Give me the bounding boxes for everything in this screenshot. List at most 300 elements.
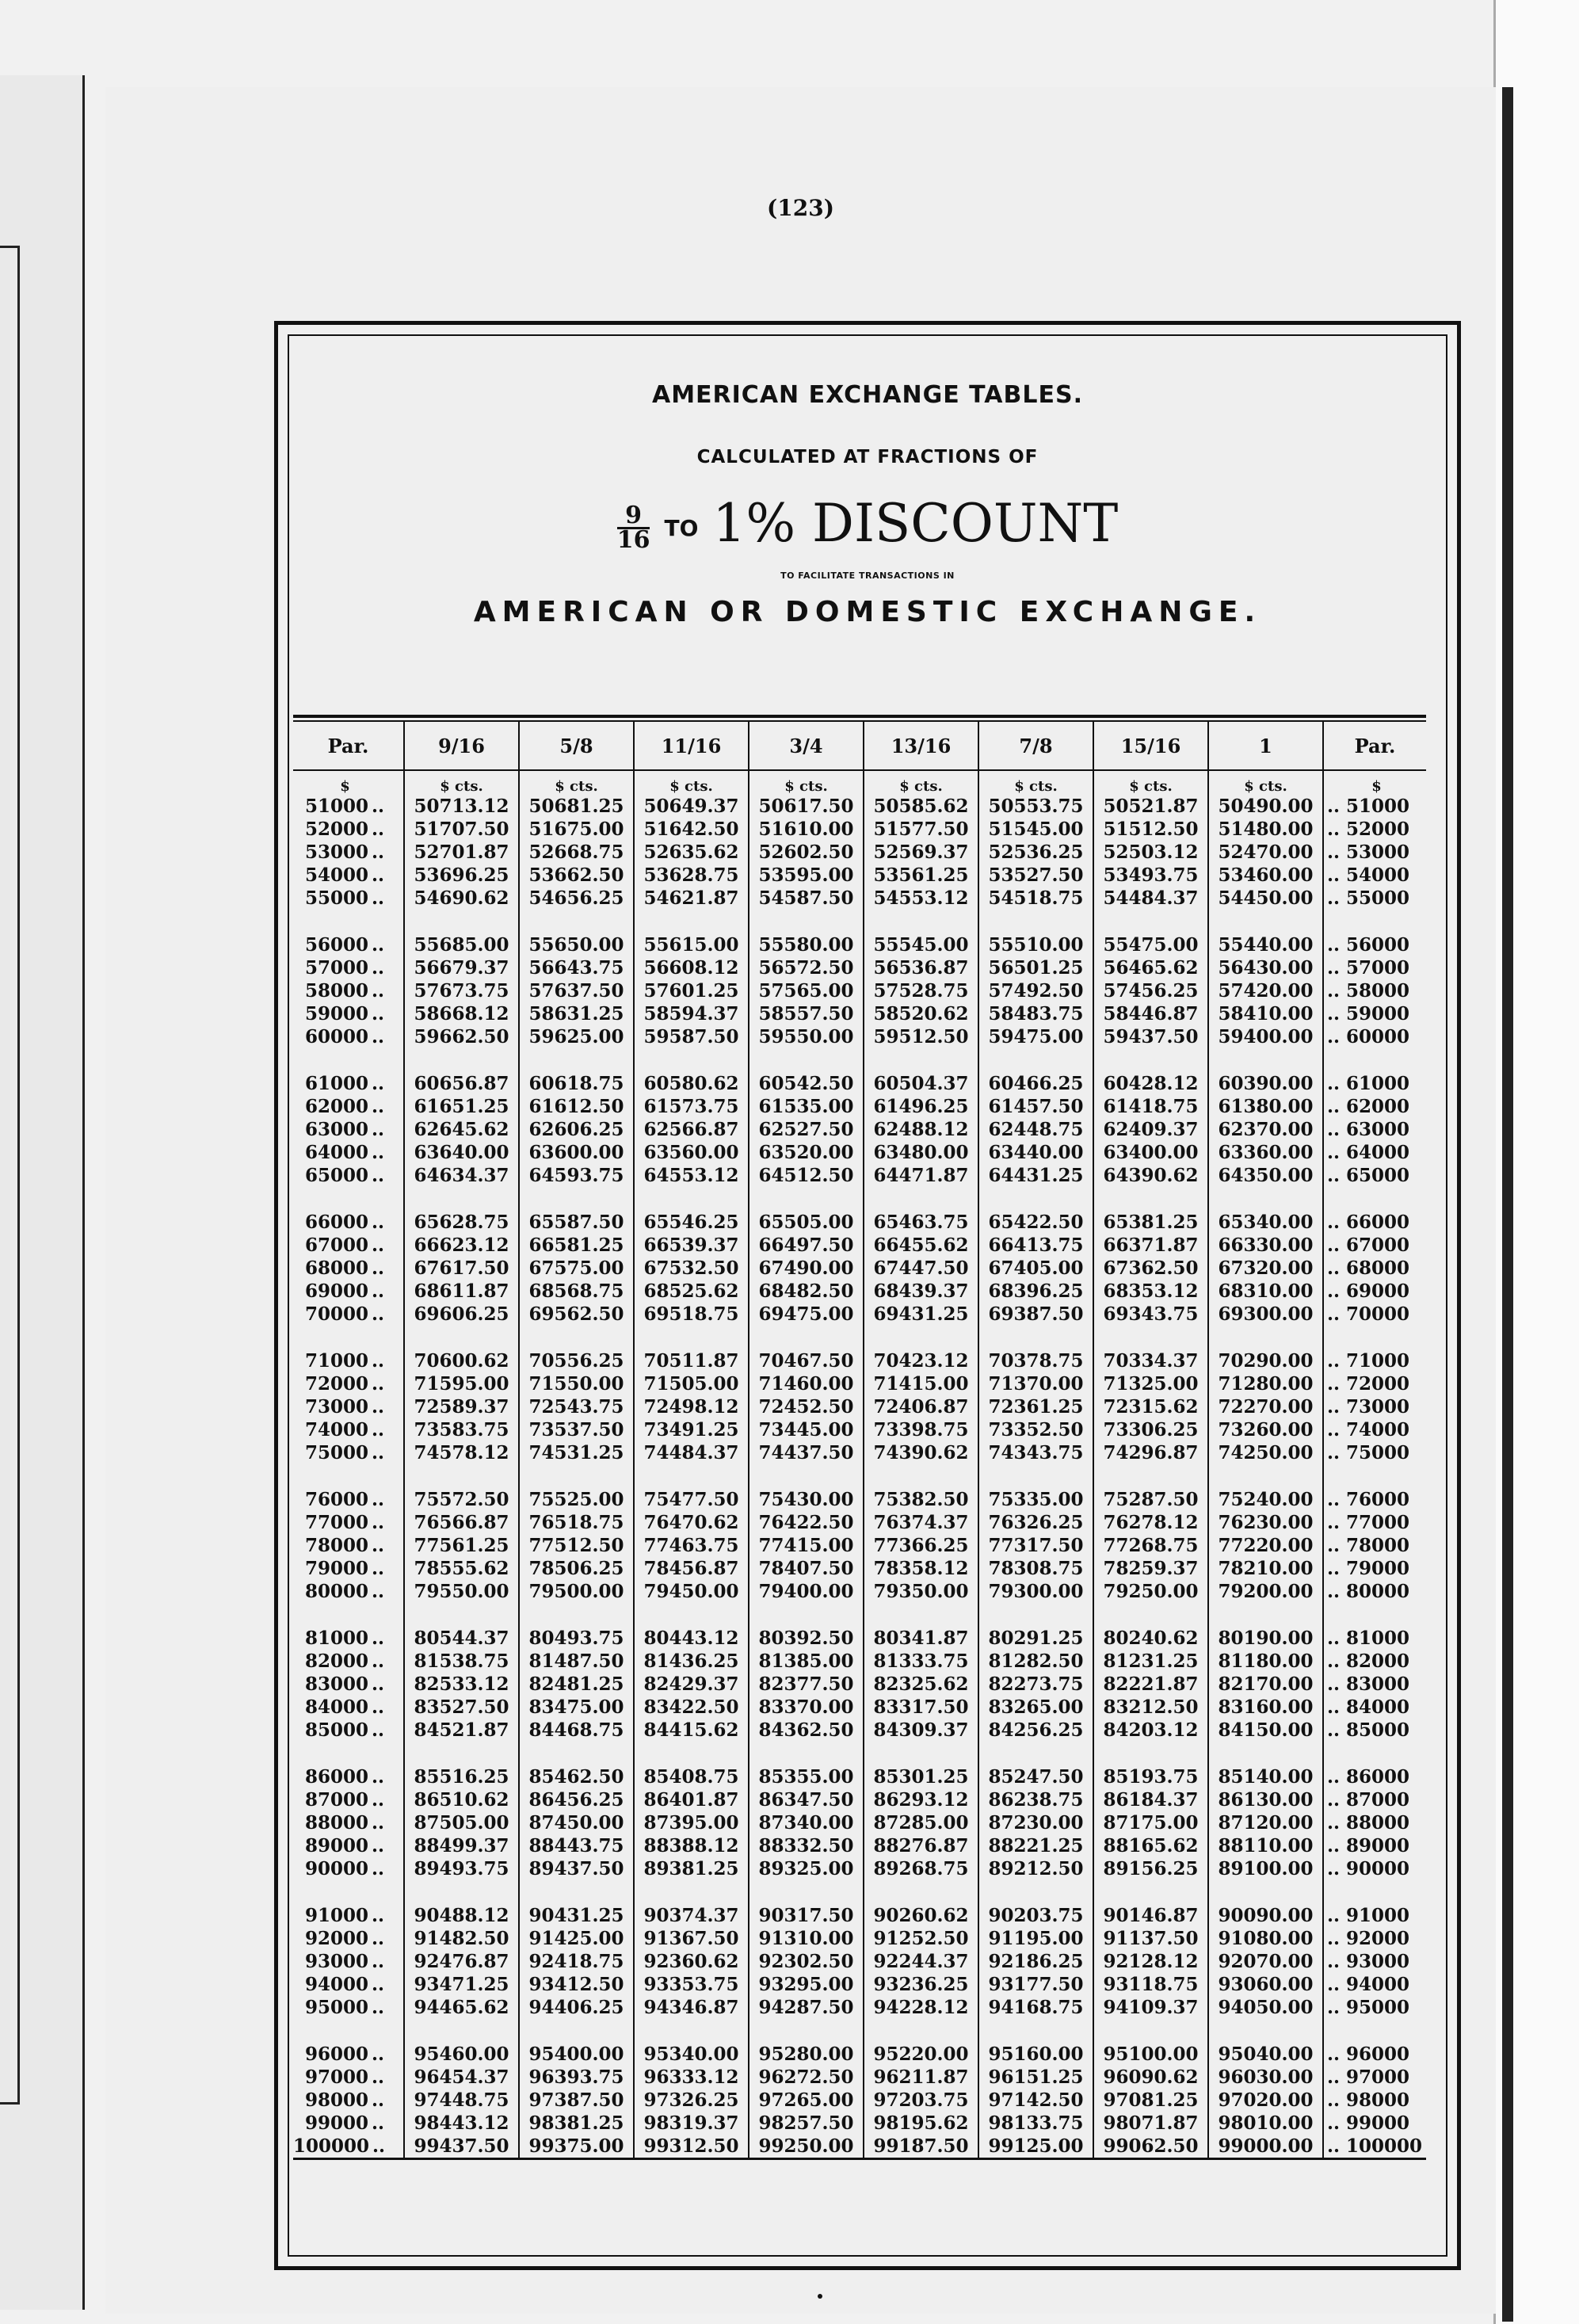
- amount-cell: 91482.50: [404, 1927, 519, 1950]
- amount-cell: 85140.00: [1208, 1765, 1323, 1788]
- par-value: 86000: [1346, 1766, 1410, 1788]
- amount-cell: 67575.00: [519, 1257, 634, 1280]
- amount-cell: 85516.25: [404, 1765, 519, 1788]
- amount-cell: 97020.00: [1208, 2089, 1323, 2112]
- leader-dots: ..: [1327, 1974, 1347, 1995]
- par-cell-right: [1323, 1164, 1426, 1187]
- par-value: 57000: [304, 957, 368, 979]
- amount-cell: 93236.25: [864, 1973, 978, 1996]
- amount-cell: 63480.00: [864, 1141, 978, 1164]
- par-value: 76000: [304, 1489, 368, 1510]
- par-value: 67000: [304, 1235, 368, 1256]
- leader-dots: ..: [372, 1997, 385, 2018]
- amount-cell: 78506.25: [519, 1557, 634, 1580]
- amount-cell: 81538.75: [404, 1650, 519, 1673]
- amount-cell: 50617.50: [749, 795, 864, 818]
- previous-page-edge: [0, 75, 85, 2310]
- amount-cell: 52470.00: [1208, 841, 1323, 864]
- amount-cell: 86510.62: [404, 1788, 519, 1811]
- amount-cell: 60542.50: [749, 1072, 864, 1095]
- amount-cell: 74531.25: [519, 1441, 634, 1464]
- group-spacer: [293, 910, 1426, 933]
- amount-cell: 65422.50: [978, 1211, 1093, 1234]
- par-value: 89000: [304, 1835, 368, 1857]
- amount-cell: 88443.75: [519, 1834, 634, 1857]
- amount-cell: 51480.00: [1208, 818, 1323, 841]
- amount-cell: 78259.37: [1093, 1557, 1208, 1580]
- fraction-denominator: 16: [616, 525, 650, 554]
- amount-cell: 75335.00: [978, 1488, 1093, 1511]
- table-row: [293, 979, 1426, 1002]
- group-spacer: [293, 1187, 1426, 1211]
- leader-dots: ..: [372, 1257, 385, 1279]
- column-header: Par.: [1323, 722, 1426, 770]
- amount-cell: 57601.25: [634, 979, 749, 1002]
- leader-dots: ..: [372, 887, 385, 909]
- leader-dots: ..: [372, 1512, 385, 1533]
- amount-cell: 66413.75: [978, 1234, 1093, 1257]
- leader-dots: ..: [1327, 1673, 1347, 1695]
- leader-dots: ..: [1327, 1235, 1347, 1256]
- amount-cell: 64593.75: [519, 1164, 634, 1187]
- amount-cell: 85355.00: [749, 1765, 864, 1788]
- amount-cell: 73352.50: [978, 1418, 1093, 1441]
- amount-cell: 73445.00: [749, 1418, 864, 1441]
- amount-cell: 55510.00: [978, 933, 1093, 956]
- par-value: 73000: [1346, 1396, 1410, 1418]
- leader-dots: ..: [1327, 1558, 1347, 1579]
- leader-dots: ..: [1327, 1489, 1347, 1510]
- amount-cell: 96454.37: [404, 2066, 519, 2089]
- amount-cell: 58410.00: [1208, 1002, 1323, 1025]
- par-value: 99000: [1346, 2112, 1410, 2134]
- amount-cell: 65546.25: [634, 1211, 749, 1234]
- amount-cell: 60656.87: [404, 1072, 519, 1095]
- table-row: [293, 1372, 1426, 1395]
- amount-cell: 56608.12: [634, 956, 749, 979]
- amount-cell: 92070.00: [1208, 1950, 1323, 1973]
- par-value: 55000: [1346, 887, 1410, 909]
- amount-cell: 53493.75: [1093, 864, 1208, 887]
- amount-cell: 70556.25: [519, 1349, 634, 1372]
- par-cell: [293, 841, 404, 864]
- leader-dots: ..: [1327, 2112, 1347, 2134]
- amount-cell: 52701.87: [404, 841, 519, 864]
- leader-dots: ..: [1327, 1257, 1347, 1279]
- par-value: 59000: [304, 1003, 368, 1025]
- par-value: 61000: [304, 1073, 368, 1094]
- amount-cell: 54656.25: [519, 887, 634, 910]
- par-value: 97000: [1346, 2066, 1410, 2088]
- par-value: 100000: [1346, 2135, 1423, 2157]
- amount-cell: 59400.00: [1208, 1025, 1323, 1048]
- amount-cell: 62645.62: [404, 1118, 519, 1141]
- amount-cell: 53662.50: [519, 864, 634, 887]
- par-cell: [293, 1627, 404, 1650]
- par-value: 85000: [304, 1719, 368, 1741]
- par-cell: [293, 1257, 404, 1280]
- par-cell: [293, 1811, 404, 1834]
- column-header: 15/16: [1093, 722, 1208, 770]
- amount-cell: 74390.62: [864, 1441, 978, 1464]
- amount-cell: 65381.25: [1093, 1211, 1208, 1234]
- leader-dots: ..: [1327, 1280, 1347, 1302]
- amount-cell: 72315.62: [1093, 1395, 1208, 1418]
- leader-dots: ..: [372, 1212, 385, 1233]
- amount-cell: 71550.00: [519, 1372, 634, 1395]
- amount-cell: 88276.87: [864, 1834, 978, 1857]
- leader-dots: ..: [1327, 841, 1347, 863]
- amount-cell: 71370.00: [978, 1372, 1093, 1395]
- table-row: [293, 1303, 1426, 1326]
- amount-cell: 71415.00: [864, 1372, 978, 1395]
- par-cell: [293, 1095, 404, 1118]
- unit-cell: $ cts.: [864, 770, 978, 795]
- par-value: 76000: [1346, 1489, 1410, 1510]
- amount-cell: 90146.87: [1093, 1904, 1208, 1927]
- amount-cell: 97142.50: [978, 2089, 1093, 2112]
- amount-cell: 77366.25: [864, 1534, 978, 1557]
- amount-cell: 95340.00: [634, 2043, 749, 2066]
- amount-cell: 89268.75: [864, 1857, 978, 1880]
- amount-cell: 87340.00: [749, 1811, 864, 1834]
- amount-cell: 68396.25: [978, 1280, 1093, 1303]
- amount-cell: 78210.00: [1208, 1557, 1323, 1580]
- amount-cell: 65505.00: [749, 1211, 864, 1234]
- par-value: 84000: [1346, 1696, 1410, 1718]
- table-row: [293, 1719, 1426, 1742]
- amount-cell: 94465.62: [404, 1996, 519, 2019]
- par-cell: [293, 1857, 404, 1880]
- par-cell: [293, 1488, 404, 1511]
- amount-cell: 67405.00: [978, 1257, 1093, 1280]
- amount-cell: 95160.00: [978, 2043, 1093, 2066]
- discount-label: 1% DISCOUNT: [712, 493, 1119, 554]
- amount-cell: 93471.25: [404, 1973, 519, 1996]
- par-value: 88000: [1346, 1812, 1410, 1834]
- par-value: 81000: [304, 1628, 368, 1649]
- amount-cell: 88165.62: [1093, 1834, 1208, 1857]
- leader-dots: ..: [1327, 1096, 1347, 1117]
- amount-cell: 76470.62: [634, 1511, 749, 1534]
- leader-dots: ..: [1327, 1142, 1347, 1163]
- amount-cell: 98257.50: [749, 2112, 864, 2135]
- amount-cell: 88499.37: [404, 1834, 519, 1857]
- amount-cell: 80443.12: [634, 1627, 749, 1650]
- units-row: [293, 770, 1426, 795]
- par-cell-right: [1323, 1141, 1426, 1164]
- amount-cell: 57528.75: [864, 979, 978, 1002]
- amount-cell: 54484.37: [1093, 887, 1208, 910]
- amount-cell: 84150.00: [1208, 1719, 1323, 1742]
- par-cell: [293, 1234, 404, 1257]
- leader-dots: ..: [1327, 1026, 1347, 1048]
- amount-cell: 74437.50: [749, 1441, 864, 1464]
- amount-cell: 50553.75: [978, 795, 1093, 818]
- amount-cell: 74484.37: [634, 1441, 749, 1464]
- par-value: 87000: [1346, 1789, 1410, 1811]
- par-cell-right: [1323, 1627, 1426, 1650]
- table-row: [293, 1072, 1426, 1095]
- amount-cell: 75240.00: [1208, 1488, 1323, 1511]
- amount-cell: 68482.50: [749, 1280, 864, 1303]
- amount-cell: 57456.25: [1093, 979, 1208, 1002]
- par-cell-right: [1323, 1349, 1426, 1372]
- amount-cell: 94109.37: [1093, 1996, 1208, 2019]
- amount-cell: 52668.75: [519, 841, 634, 864]
- par-cell-right: [1323, 1118, 1426, 1141]
- par-value: 55000: [304, 887, 368, 909]
- leader-dots: ..: [372, 1280, 385, 1302]
- amount-cell: 56501.25: [978, 956, 1093, 979]
- leader-dots: ..: [372, 2135, 386, 2157]
- leader-dots: ..: [1327, 1073, 1347, 1094]
- amount-cell: 84203.12: [1093, 1719, 1208, 1742]
- par-cell: [293, 1280, 404, 1303]
- par-cell-right: [1323, 1211, 1426, 1234]
- amount-cell: 71460.00: [749, 1372, 864, 1395]
- leader-dots: ..: [372, 1951, 385, 1972]
- leader-dots: ..: [1327, 1003, 1347, 1025]
- page-number: (123): [767, 195, 834, 221]
- amount-cell: 92244.37: [864, 1950, 978, 1973]
- amount-cell: 94050.00: [1208, 1996, 1323, 2019]
- table-row: [293, 1557, 1426, 1580]
- amount-cell: 82429.37: [634, 1673, 749, 1696]
- par-value: 86000: [304, 1766, 368, 1788]
- unit-cell: $: [1323, 770, 1426, 795]
- amount-cell: 96272.50: [749, 2066, 864, 2089]
- amount-cell: 91367.50: [634, 1927, 749, 1950]
- table-row: [293, 1118, 1426, 1141]
- table-row: [293, 1534, 1426, 1557]
- amount-cell: 73398.75: [864, 1418, 978, 1441]
- table-row: [293, 1234, 1426, 1257]
- amount-cell: 98071.87: [1093, 2112, 1208, 2135]
- par-value: 54000: [304, 864, 368, 886]
- amount-cell: 67490.00: [749, 1257, 864, 1280]
- table-header-row: [293, 722, 1426, 770]
- leader-dots: ..: [1327, 1442, 1347, 1463]
- amount-cell: 88221.25: [978, 1834, 1093, 1857]
- leader-dots: ..: [372, 1558, 385, 1579]
- amount-cell: 95220.00: [864, 2043, 978, 2066]
- amount-cell: 84468.75: [519, 1719, 634, 1742]
- amount-cell: 94228.12: [864, 1996, 978, 2019]
- table-row: [293, 2112, 1426, 2135]
- table-row: [293, 1211, 1426, 1234]
- amount-cell: 61496.25: [864, 1095, 978, 1118]
- amount-cell: 86456.25: [519, 1788, 634, 1811]
- par-cell: [293, 2043, 404, 2066]
- par-cell: [293, 864, 404, 887]
- par-value: 62000: [304, 1096, 368, 1117]
- amount-cell: 99062.50: [1093, 2135, 1208, 2158]
- par-cell: [293, 1164, 404, 1187]
- leader-dots: ..: [1327, 1858, 1347, 1879]
- amount-cell: 90260.62: [864, 1904, 978, 1927]
- unit-cell: $ cts.: [978, 770, 1093, 795]
- table-row: [293, 1441, 1426, 1464]
- amount-cell: 95280.00: [749, 2043, 864, 2066]
- par-cell: [293, 1765, 404, 1788]
- par-cell-right: [1323, 1095, 1426, 1118]
- amount-cell: 81231.25: [1093, 1650, 1208, 1673]
- amount-cell: 70600.62: [404, 1349, 519, 1372]
- par-value: 91000: [304, 1905, 368, 1926]
- leader-dots: ..: [1327, 934, 1347, 956]
- column-header: 9/16: [404, 722, 519, 770]
- amount-cell: 79350.00: [864, 1580, 978, 1603]
- column-header: Par.: [293, 722, 404, 770]
- amount-cell: 76230.00: [1208, 1511, 1323, 1534]
- amount-cell: 85408.75: [634, 1765, 749, 1788]
- amount-cell: 99312.50: [634, 2135, 749, 2158]
- discount-heading: [289, 493, 1446, 554]
- leader-dots: ..: [372, 1235, 385, 1256]
- leader-dots: ..: [372, 1535, 385, 1556]
- leader-dots: ..: [372, 1350, 385, 1372]
- amount-cell: 82170.00: [1208, 1673, 1323, 1696]
- par-cell: [293, 1996, 404, 2019]
- leader-dots: ..: [372, 1789, 385, 1811]
- par-value: 82000: [304, 1650, 368, 1672]
- leader-dots: ..: [372, 1581, 385, 1602]
- amount-cell: 79450.00: [634, 1580, 749, 1603]
- par-value: 75000: [304, 1442, 368, 1463]
- leader-dots: ..: [1327, 1373, 1347, 1395]
- amount-cell: 96333.12: [634, 2066, 749, 2089]
- par-cell: [293, 1002, 404, 1025]
- amount-cell: 92128.12: [1093, 1950, 1208, 1973]
- par-cell-right: [1323, 841, 1426, 864]
- table-row: [293, 1811, 1426, 1834]
- amount-cell: 66539.37: [634, 1234, 749, 1257]
- par-cell-right: [1323, 1950, 1426, 1973]
- par-value: 78000: [1346, 1535, 1410, 1556]
- table-row: [293, 2043, 1426, 2066]
- amount-cell: 69343.75: [1093, 1303, 1208, 1326]
- par-value: 73000: [304, 1396, 368, 1418]
- amount-cell: 51642.50: [634, 818, 749, 841]
- amount-cell: 90317.50: [749, 1904, 864, 1927]
- leader-dots: ..: [372, 864, 385, 886]
- amount-cell: 58594.37: [634, 1002, 749, 1025]
- column-header: 3/4: [749, 722, 864, 770]
- amount-cell: 60504.37: [864, 1072, 978, 1095]
- leader-dots: ..: [372, 1396, 385, 1418]
- amount-cell: 90090.00: [1208, 1904, 1323, 1927]
- amount-cell: 67320.00: [1208, 1257, 1323, 1280]
- amount-cell: 73583.75: [404, 1418, 519, 1441]
- leader-dots: ..: [372, 1003, 385, 1025]
- binding-edge: [1502, 87, 1513, 2322]
- amount-cell: 61380.00: [1208, 1095, 1323, 1118]
- par-cell-right: [1323, 1857, 1426, 1880]
- leader-dots: ..: [372, 2044, 385, 2065]
- par-value: 99000: [304, 2112, 368, 2134]
- amount-cell: 75287.50: [1093, 1488, 1208, 1511]
- amount-cell: 68353.12: [1093, 1280, 1208, 1303]
- amount-cell: 80341.87: [864, 1627, 978, 1650]
- amount-cell: 54518.75: [978, 887, 1093, 910]
- par-cell: [293, 1557, 404, 1580]
- amount-cell: 69431.25: [864, 1303, 978, 1326]
- leader-dots: ..: [1327, 1905, 1347, 1926]
- par-value: 92000: [1346, 1928, 1410, 1949]
- amount-cell: 67447.50: [864, 1257, 978, 1280]
- amount-cell: 62448.75: [978, 1118, 1093, 1141]
- amount-cell: 94168.75: [978, 1996, 1093, 2019]
- group-spacer: [293, 1742, 1426, 1765]
- par-cell-right: [1323, 1534, 1426, 1557]
- par-cell-right: [1323, 1257, 1426, 1280]
- amount-cell: 61573.75: [634, 1095, 749, 1118]
- leader-dots: ..: [1327, 957, 1347, 979]
- par-cell-right: [1323, 1973, 1426, 1996]
- par-value: 96000: [1346, 2044, 1410, 2065]
- amount-cell: 81385.00: [749, 1650, 864, 1673]
- amount-cell: 56430.00: [1208, 956, 1323, 979]
- amount-cell: 69562.50: [519, 1303, 634, 1326]
- amount-cell: 93118.75: [1093, 1973, 1208, 1996]
- amount-cell: 76422.50: [749, 1511, 864, 1534]
- amount-cell: 79400.00: [749, 1580, 864, 1603]
- amount-cell: 97203.75: [864, 2089, 978, 2112]
- par-value: 87000: [304, 1789, 368, 1811]
- leader-dots: ..: [372, 1974, 385, 1995]
- amount-cell: 79550.00: [404, 1580, 519, 1603]
- amount-cell: 56536.87: [864, 956, 978, 979]
- par-value: 60000: [304, 1026, 368, 1048]
- amount-cell: 56465.62: [1093, 956, 1208, 979]
- par-value: 85000: [1346, 1719, 1410, 1741]
- amount-cell: 53595.00: [749, 864, 864, 887]
- amount-cell: 55650.00: [519, 933, 634, 956]
- amount-cell: 92476.87: [404, 1950, 519, 1973]
- table-row: [293, 1164, 1426, 1187]
- par-cell: [293, 1418, 404, 1441]
- amount-cell: 80240.62: [1093, 1627, 1208, 1650]
- par-value: 51000: [304, 796, 368, 817]
- par-cell: [293, 1950, 404, 1973]
- amount-cell: 51512.50: [1093, 818, 1208, 841]
- table-row: [293, 1788, 1426, 1811]
- amount-cell: 96393.75: [519, 2066, 634, 2089]
- par-value: 92000: [304, 1928, 368, 1949]
- subtitle: CALCULATED AT FRACTIONS OF: [696, 447, 1039, 467]
- amount-cell: 69387.50: [978, 1303, 1093, 1326]
- amount-cell: 79500.00: [519, 1580, 634, 1603]
- par-value: 68000: [1346, 1257, 1410, 1279]
- amount-cell: 75525.00: [519, 1488, 634, 1511]
- amount-cell: 68611.87: [404, 1280, 519, 1303]
- amount-cell: 92186.25: [978, 1950, 1093, 1973]
- amount-cell: 89381.25: [634, 1857, 749, 1880]
- amount-cell: 89100.00: [1208, 1857, 1323, 1880]
- table-row: [293, 1511, 1426, 1534]
- amount-cell: 56679.37: [404, 956, 519, 979]
- par-cell: [293, 1534, 404, 1557]
- amount-cell: 98195.62: [864, 2112, 978, 2135]
- par-value: 63000: [304, 1119, 368, 1140]
- amount-cell: 66330.00: [1208, 1234, 1323, 1257]
- par-value: 90000: [304, 1858, 368, 1879]
- table-row: [293, 1349, 1426, 1372]
- table-row: [293, 1696, 1426, 1719]
- par-value: 95000: [1346, 1997, 1410, 2018]
- par-value: 69000: [1346, 1280, 1410, 1302]
